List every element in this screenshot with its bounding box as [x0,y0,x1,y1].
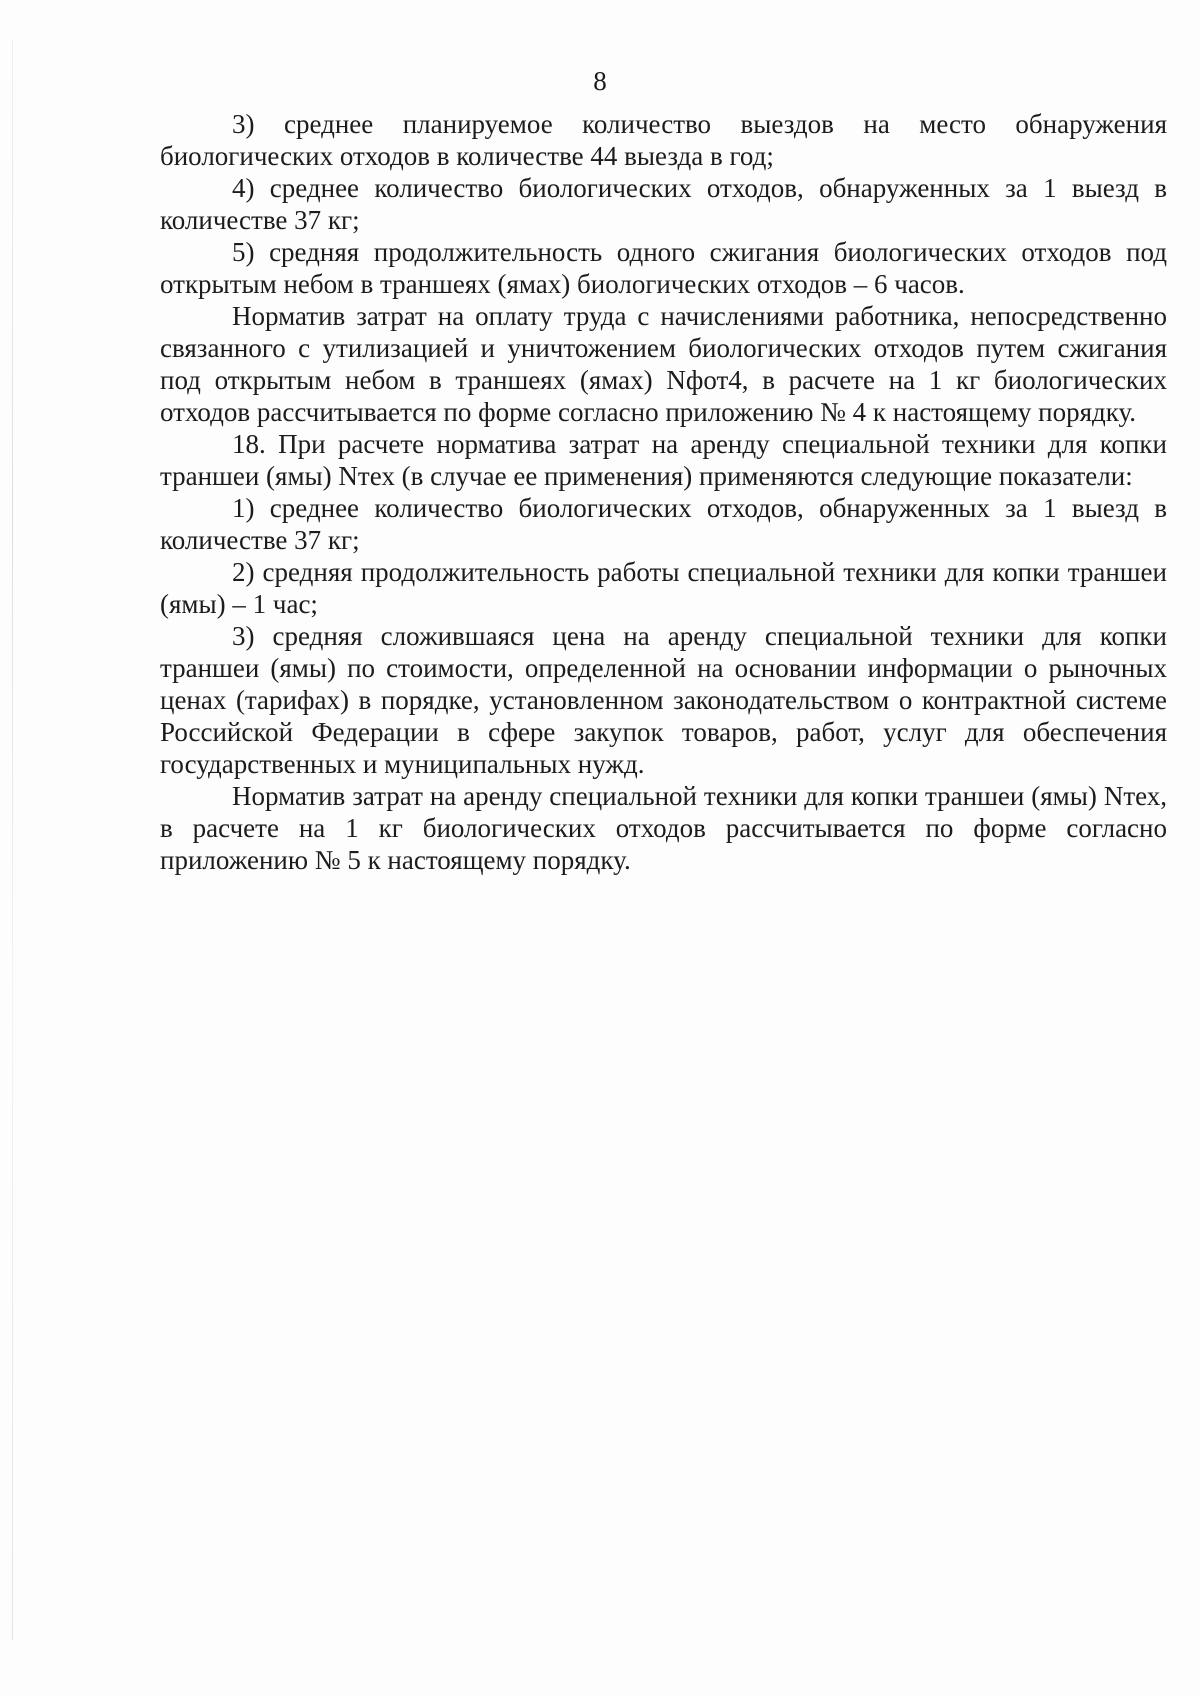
paragraph-section-18: 18. При расчете норматива затрат на аренду специальной техники для копки траншеи (ямы) Nтех (в случае ее применения) применяются следующие показатели: [160,429,1167,491]
paragraph-item-4: 4) среднее количество биологических отходов, обнаруженных за 1 выезд в количестве 37 кг; [160,173,1167,235]
paragraph-labor-cost-norm: Норматив затрат на оплату труда с начислениями работника, непосредственно связанного с утилизацией и уничтожением биологических отходов путем сжигания под открытым небом в траншеях (ямах) Nфот4, в расчете на 1 кг биологических отходов рассчитывается по форме согласно приложению № 4 к настоящему порядку. [160,301,1167,427]
paragraph-indicator-1: 1) среднее количество биологических отходов, обнаруженных за 1 выезд в количестве 37 кг; [160,493,1167,555]
paragraph-item-3: 3) среднее планируемое количество выездов на место обнаружения биологических отходов в количестве 44 выезда в год; [160,109,1167,171]
page-number: 8 [593,66,607,96]
paragraph-equipment-cost-norm: Норматив затрат на аренду специальной техники для копки траншеи (ямы) Nтех, в расчете на 1 кг биологических отходов рассчитывается по форме согласно приложению № 5 к настоящему порядку. [160,781,1167,875]
paragraph-item-5: 5) средняя продолжительность одного сжигания биологических отходов под открытым небом в траншеях (ямах) биологических отходов – 6 часов. [160,237,1167,299]
paragraph-indicator-2: 2) средняя продолжительность работы специальной техники для копки траншеи (ямы) – 1 час; [160,557,1167,619]
scan-edge-shadow [12,40,13,1640]
paragraph-indicator-3: 3) средняя сложившаяся цена на аренду специальной техники для копки траншеи (ямы) по стоимости, определенной на основании информации о рыночных ценах (тарифах) в порядке, установленном законодательством о контрактной системе Российской Федерации в сфере закупок товаров, работ, услуг для обеспечения государственных и муниципальных нужд. [160,621,1167,779]
document-body [160,108,1167,876]
